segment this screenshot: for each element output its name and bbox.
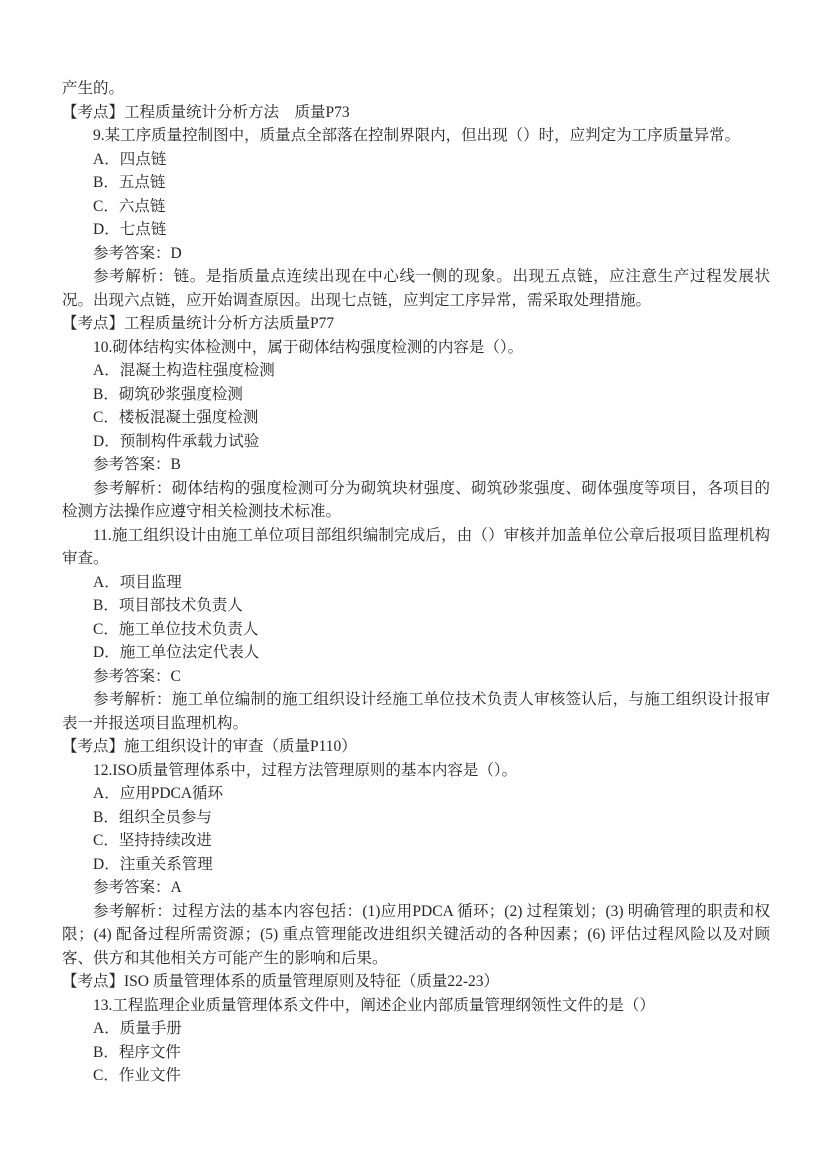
answer-paragraph: 参考答案：A [93, 879, 182, 896]
option-paragraph: C．作业文件 [93, 1067, 181, 1084]
topic-paragraph: 【考点】ISO 质量管理体系的质量管理原则及特征（质量22-23） [62, 973, 500, 990]
option-paragraph: A．四点链 [93, 150, 167, 168]
answer-paragraph: 参考答案：D [93, 244, 182, 262]
option-paragraph: B．程序文件 [93, 1043, 181, 1061]
analysis-paragraph: 参考解析：砌体结构的强度检测可分为砌筑块材强度、砌筑砂浆强度、砌体强度等项目，各项目的检测方法操作应遵守相关检测技术标准。 [62, 479, 770, 520]
option-paragraph: D．施工单位法定代表人 [93, 644, 260, 661]
document-content [62, 77, 770, 1088]
topic-paragraph: 【考点】工程质量统计分析方法质量P77 [62, 315, 335, 332]
option-paragraph: D．注重关系管理 [93, 855, 213, 873]
option-paragraph: C．施工单位技术负责人 [93, 620, 259, 638]
analysis-paragraph: 参考解析：过程方法的基本内容包括：(1)应用PDCA 循环；(2) 过程策划；(3) 明确管理的职责和权限；(4) 配备过程所需资源；(5) 重点管理能改进组织关键活动的各种因素；(6) 评估过程风险以及对顾客、供方和其他相关方可能产生的影响和后果。 [62, 902, 770, 967]
analysis-paragraph: 参考解析：施工单位编制的施工组织设计经施工单位技术负责人审核签认后，与施工组织设计报审表一并报送项目监理机构。 [62, 691, 770, 732]
question-paragraph: 11.施工组织设计由施工单位项目部组织编制完成后，由（）审核并加盖单位公章后报项目监理机构审查。 [62, 526, 770, 567]
option-paragraph: D．预制构件承载力试验 [93, 432, 260, 450]
option-paragraph: A．混凝土构造柱强度检测 [93, 362, 275, 379]
option-paragraph: A．质量手册 [93, 1020, 182, 1037]
option-paragraph: B．项目部技术负责人 [93, 597, 243, 614]
continuation-paragraph: 产生的。 [62, 80, 125, 97]
topic-paragraph: 【考点】工程质量统计分析方法 质量P73 [62, 103, 350, 121]
option-paragraph: A．项目监理 [93, 573, 182, 591]
question-paragraph: 9.某工序质量控制图中，质量点全部落在控制界限内，但出现（）时，应判定为工序质量异常。 [93, 127, 741, 144]
option-paragraph: B．砌筑砂浆强度检测 [93, 385, 243, 403]
option-paragraph: D．七点链 [93, 221, 167, 238]
option-paragraph: B．组织全员参与 [93, 808, 212, 826]
question-paragraph: 10.砌体结构实体检测中，属于砌体结构强度检测的内容是（）。 [93, 338, 524, 356]
analysis-paragraph: 参考解析：链。是指质量点连续出现在中心线一侧的现象。出现五点链，应注意生产过程发展状况。出现六点链，应开始调查原因。出现七点链，应判定工序异常，需采取处理措施。 [62, 268, 770, 309]
option-paragraph: B．五点链 [93, 174, 166, 191]
option-paragraph: C．楼板混凝土强度检测 [93, 409, 259, 426]
question-paragraph: 13.工程监理企业质量管理体系文件中，阐述企业内部质量管理纲领性文件的是（） [93, 996, 655, 1014]
answer-paragraph: 参考答案：B [93, 456, 181, 473]
answer-paragraph: 参考答案：C [93, 667, 181, 685]
option-paragraph: C．六点链 [93, 197, 166, 215]
topic-paragraph: 【考点】施工组织设计的审查（质量P110） [62, 738, 357, 755]
option-paragraph: C．坚持持续改进 [93, 832, 212, 849]
question-paragraph: 12.ISO质量管理体系中，过程方法管理原则的基本内容是（）。 [93, 761, 518, 779]
option-paragraph: A．应用PDCA循环 [93, 785, 224, 802]
